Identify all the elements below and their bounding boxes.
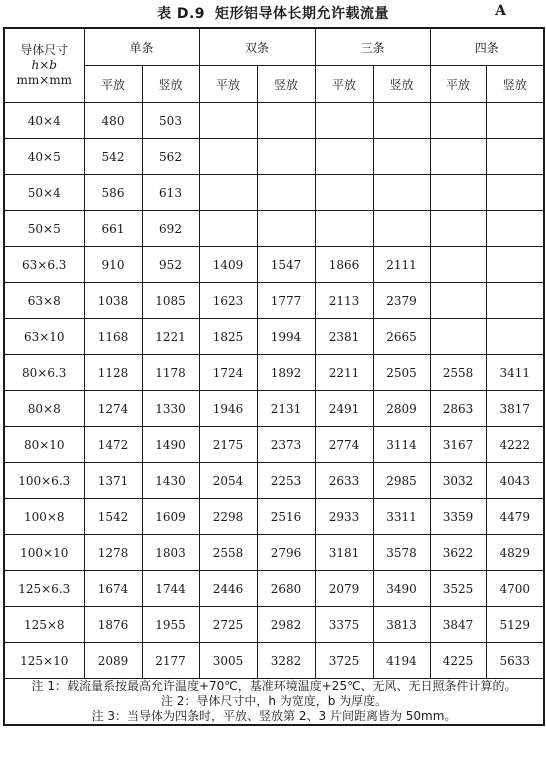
- current-value-cell: 1278: [84, 535, 142, 571]
- table-row: [4, 247, 544, 283]
- current-value-cell: 3578: [373, 535, 430, 571]
- dimension-cell: 100×6.3: [4, 463, 84, 499]
- current-value-cell: 1330: [142, 391, 199, 427]
- table-row: [4, 139, 544, 175]
- subheader-vertical: 竖放: [142, 66, 199, 103]
- grade-label: A: [495, 3, 506, 19]
- current-value-cell: [486, 103, 544, 139]
- ampacity-table: [3, 27, 545, 726]
- current-value-cell: [486, 247, 544, 283]
- current-value-cell: [373, 211, 430, 247]
- current-value-cell: [315, 175, 373, 211]
- current-value-cell: 1085: [142, 283, 199, 319]
- table-row: [4, 571, 544, 607]
- current-value-cell: [373, 103, 430, 139]
- current-value-cell: 3311: [373, 499, 430, 535]
- current-value-cell: 1724: [199, 355, 257, 391]
- dimension-cell: 125×8: [4, 607, 84, 643]
- current-value-cell: 1371: [84, 463, 142, 499]
- group-header-single: 单条: [84, 28, 199, 66]
- current-value-cell: 1825: [199, 319, 257, 355]
- table-row: [4, 427, 544, 463]
- dimension-cell: 125×6.3: [4, 571, 84, 607]
- dimension-cell: 80×10: [4, 427, 84, 463]
- current-value-cell: [315, 103, 373, 139]
- current-value-cell: 2298: [199, 499, 257, 535]
- table-title-text: 矩形铝导体长期允许载流量: [215, 6, 390, 22]
- table-row: [4, 463, 544, 499]
- current-value-cell: 2982: [257, 607, 315, 643]
- current-value-cell: 661: [84, 211, 142, 247]
- current-value-cell: 1876: [84, 607, 142, 643]
- current-value-cell: 1430: [142, 463, 199, 499]
- current-value-cell: 2796: [257, 535, 315, 571]
- current-value-cell: 2809: [373, 391, 430, 427]
- dimension-header-line2: h×b: [31, 58, 57, 72]
- dimension-cell: 125×10: [4, 643, 84, 679]
- current-value-cell: 2446: [199, 571, 257, 607]
- current-value-cell: 2113: [315, 283, 373, 319]
- current-value-cell: 2373: [257, 427, 315, 463]
- current-value-cell: 562: [142, 139, 199, 175]
- current-value-cell: 2131: [257, 391, 315, 427]
- current-value-cell: [486, 211, 544, 247]
- dimension-cell: 50×5: [4, 211, 84, 247]
- current-value-cell: 2558: [430, 355, 486, 391]
- current-value-cell: 1803: [142, 535, 199, 571]
- table-row: [4, 283, 544, 319]
- current-value-cell: 1128: [84, 355, 142, 391]
- current-value-cell: 3817: [486, 391, 544, 427]
- table-row: [4, 391, 544, 427]
- table-row: [4, 211, 544, 247]
- subheader-vertical: 竖放: [486, 66, 544, 103]
- current-value-cell: 2633: [315, 463, 373, 499]
- group-header-double: 双条: [199, 28, 315, 66]
- subheader-flat: 平放: [430, 66, 486, 103]
- note-1: 注 1：载流量系按最高允许温度+70℃，基准环境温度+25℃、无风、无日照条件计算的。: [31, 679, 517, 693]
- current-value-cell: [486, 283, 544, 319]
- group-header-triple: 三条: [315, 28, 430, 66]
- dimension-cell: 63×10: [4, 319, 84, 355]
- current-value-cell: 3181: [315, 535, 373, 571]
- subheader-vertical: 竖放: [257, 66, 315, 103]
- current-value-cell: 4700: [486, 571, 544, 607]
- current-value-cell: 1866: [315, 247, 373, 283]
- current-value-cell: 3005: [199, 643, 257, 679]
- table-body: [4, 103, 544, 679]
- current-value-cell: [199, 103, 257, 139]
- note-3: 注 3：当导体为四条时，平放、竖放第 2、3 片间距离皆为 50mm。: [91, 709, 457, 723]
- current-value-cell: 1674: [84, 571, 142, 607]
- current-value-cell: 1623: [199, 283, 257, 319]
- subheader-vertical: 竖放: [373, 66, 430, 103]
- dimension-cell: 80×6.3: [4, 355, 84, 391]
- current-value-cell: [430, 211, 486, 247]
- table-row: [4, 355, 544, 391]
- dimension-header: [4, 28, 84, 103]
- current-value-cell: 3813: [373, 607, 430, 643]
- current-value-cell: 2516: [257, 499, 315, 535]
- current-value-cell: 4043: [486, 463, 544, 499]
- current-value-cell: 1542: [84, 499, 142, 535]
- current-value-cell: 910: [84, 247, 142, 283]
- current-value-cell: 1547: [257, 247, 315, 283]
- header-row-groups: [4, 28, 544, 66]
- current-value-cell: 4194: [373, 643, 430, 679]
- subheader-flat: 平放: [315, 66, 373, 103]
- current-value-cell: 1609: [142, 499, 199, 535]
- current-value-cell: [486, 139, 544, 175]
- current-value-cell: [430, 247, 486, 283]
- current-value-cell: 2933: [315, 499, 373, 535]
- current-value-cell: [486, 319, 544, 355]
- dimension-header-line1: 导体尺寸: [20, 43, 69, 57]
- current-value-cell: 1274: [84, 391, 142, 427]
- current-value-cell: 4829: [486, 535, 544, 571]
- current-value-cell: 1038: [84, 283, 142, 319]
- current-value-cell: 2665: [373, 319, 430, 355]
- current-value-cell: 2725: [199, 607, 257, 643]
- current-value-cell: 3032: [430, 463, 486, 499]
- current-value-cell: 1221: [142, 319, 199, 355]
- notes-row: [4, 679, 544, 726]
- dimension-header-line3: mm×mm: [16, 73, 73, 87]
- current-value-cell: 1946: [199, 391, 257, 427]
- current-value-cell: 3375: [315, 607, 373, 643]
- dimension-cell: 63×6.3: [4, 247, 84, 283]
- current-value-cell: 2558: [199, 535, 257, 571]
- title-row: [0, 0, 546, 26]
- current-value-cell: 613: [142, 175, 199, 211]
- current-value-cell: 2089: [84, 643, 142, 679]
- current-value-cell: 1168: [84, 319, 142, 355]
- dimension-cell: 40×5: [4, 139, 84, 175]
- current-value-cell: 480: [84, 103, 142, 139]
- current-value-cell: 2177: [142, 643, 199, 679]
- notes-cell: [4, 679, 544, 726]
- current-value-cell: 3167: [430, 427, 486, 463]
- current-value-cell: 1472: [84, 427, 142, 463]
- current-value-cell: 4225: [430, 643, 486, 679]
- current-value-cell: 692: [142, 211, 199, 247]
- current-value-cell: [430, 139, 486, 175]
- current-value-cell: 586: [84, 175, 142, 211]
- table-title: [0, 3, 546, 23]
- current-value-cell: 4479: [486, 499, 544, 535]
- current-value-cell: [257, 139, 315, 175]
- current-value-cell: 5633: [486, 643, 544, 679]
- current-value-cell: 2211: [315, 355, 373, 391]
- current-value-cell: 3359: [430, 499, 486, 535]
- current-value-cell: [257, 175, 315, 211]
- current-value-cell: 503: [142, 103, 199, 139]
- table-row: [4, 103, 544, 139]
- current-value-cell: 2111: [373, 247, 430, 283]
- current-value-cell: 3525: [430, 571, 486, 607]
- header-row-orientation: [4, 66, 544, 103]
- current-value-cell: 1178: [142, 355, 199, 391]
- current-value-cell: [373, 175, 430, 211]
- dimension-cell: 50×4: [4, 175, 84, 211]
- current-value-cell: [257, 103, 315, 139]
- current-value-cell: 1892: [257, 355, 315, 391]
- current-value-cell: 1409: [199, 247, 257, 283]
- current-value-cell: 2985: [373, 463, 430, 499]
- current-value-cell: [199, 211, 257, 247]
- current-value-cell: [430, 319, 486, 355]
- group-header-quad: 四条: [430, 28, 544, 66]
- current-value-cell: 2381: [315, 319, 373, 355]
- current-value-cell: 1994: [257, 319, 315, 355]
- dimension-cell: 40×4: [4, 103, 84, 139]
- current-value-cell: 2491: [315, 391, 373, 427]
- current-value-cell: 2863: [430, 391, 486, 427]
- current-value-cell: [373, 139, 430, 175]
- current-value-cell: [257, 211, 315, 247]
- current-value-cell: 5129: [486, 607, 544, 643]
- current-value-cell: 3847: [430, 607, 486, 643]
- current-value-cell: 1744: [142, 571, 199, 607]
- current-value-cell: 1490: [142, 427, 199, 463]
- current-value-cell: 3282: [257, 643, 315, 679]
- current-value-cell: 1777: [257, 283, 315, 319]
- subheader-flat: 平放: [84, 66, 142, 103]
- current-value-cell: 952: [142, 247, 199, 283]
- current-value-cell: 542: [84, 139, 142, 175]
- current-value-cell: 3490: [373, 571, 430, 607]
- current-value-cell: 2505: [373, 355, 430, 391]
- table-row: [4, 643, 544, 679]
- current-value-cell: 2253: [257, 463, 315, 499]
- current-value-cell: 2079: [315, 571, 373, 607]
- current-value-cell: 2774: [315, 427, 373, 463]
- current-value-cell: 3114: [373, 427, 430, 463]
- current-value-cell: 4222: [486, 427, 544, 463]
- current-value-cell: [430, 103, 486, 139]
- dimension-cell: 63×8: [4, 283, 84, 319]
- current-value-cell: 2680: [257, 571, 315, 607]
- current-value-cell: [430, 283, 486, 319]
- current-value-cell: 3622: [430, 535, 486, 571]
- dimension-cell: 100×8: [4, 499, 84, 535]
- subheader-flat: 平放: [199, 66, 257, 103]
- current-value-cell: [199, 175, 257, 211]
- current-value-cell: [315, 139, 373, 175]
- current-value-cell: [430, 175, 486, 211]
- current-value-cell: 3411: [486, 355, 544, 391]
- current-value-cell: [199, 139, 257, 175]
- current-value-cell: 2379: [373, 283, 430, 319]
- table-row: [4, 319, 544, 355]
- table-row: [4, 535, 544, 571]
- current-value-cell: [315, 211, 373, 247]
- current-value-cell: 3725: [315, 643, 373, 679]
- table-title-code: 表 D.9: [156, 6, 206, 22]
- current-value-cell: [486, 175, 544, 211]
- note-2: 注 2：导体尺寸中，h 为宽度，b 为厚度。: [160, 694, 388, 708]
- dimension-cell: 80×8: [4, 391, 84, 427]
- table-row: [4, 175, 544, 211]
- table-row: [4, 607, 544, 643]
- table-row: [4, 499, 544, 535]
- current-value-cell: 2054: [199, 463, 257, 499]
- current-value-cell: 1955: [142, 607, 199, 643]
- dimension-cell: 100×10: [4, 535, 84, 571]
- current-value-cell: 2175: [199, 427, 257, 463]
